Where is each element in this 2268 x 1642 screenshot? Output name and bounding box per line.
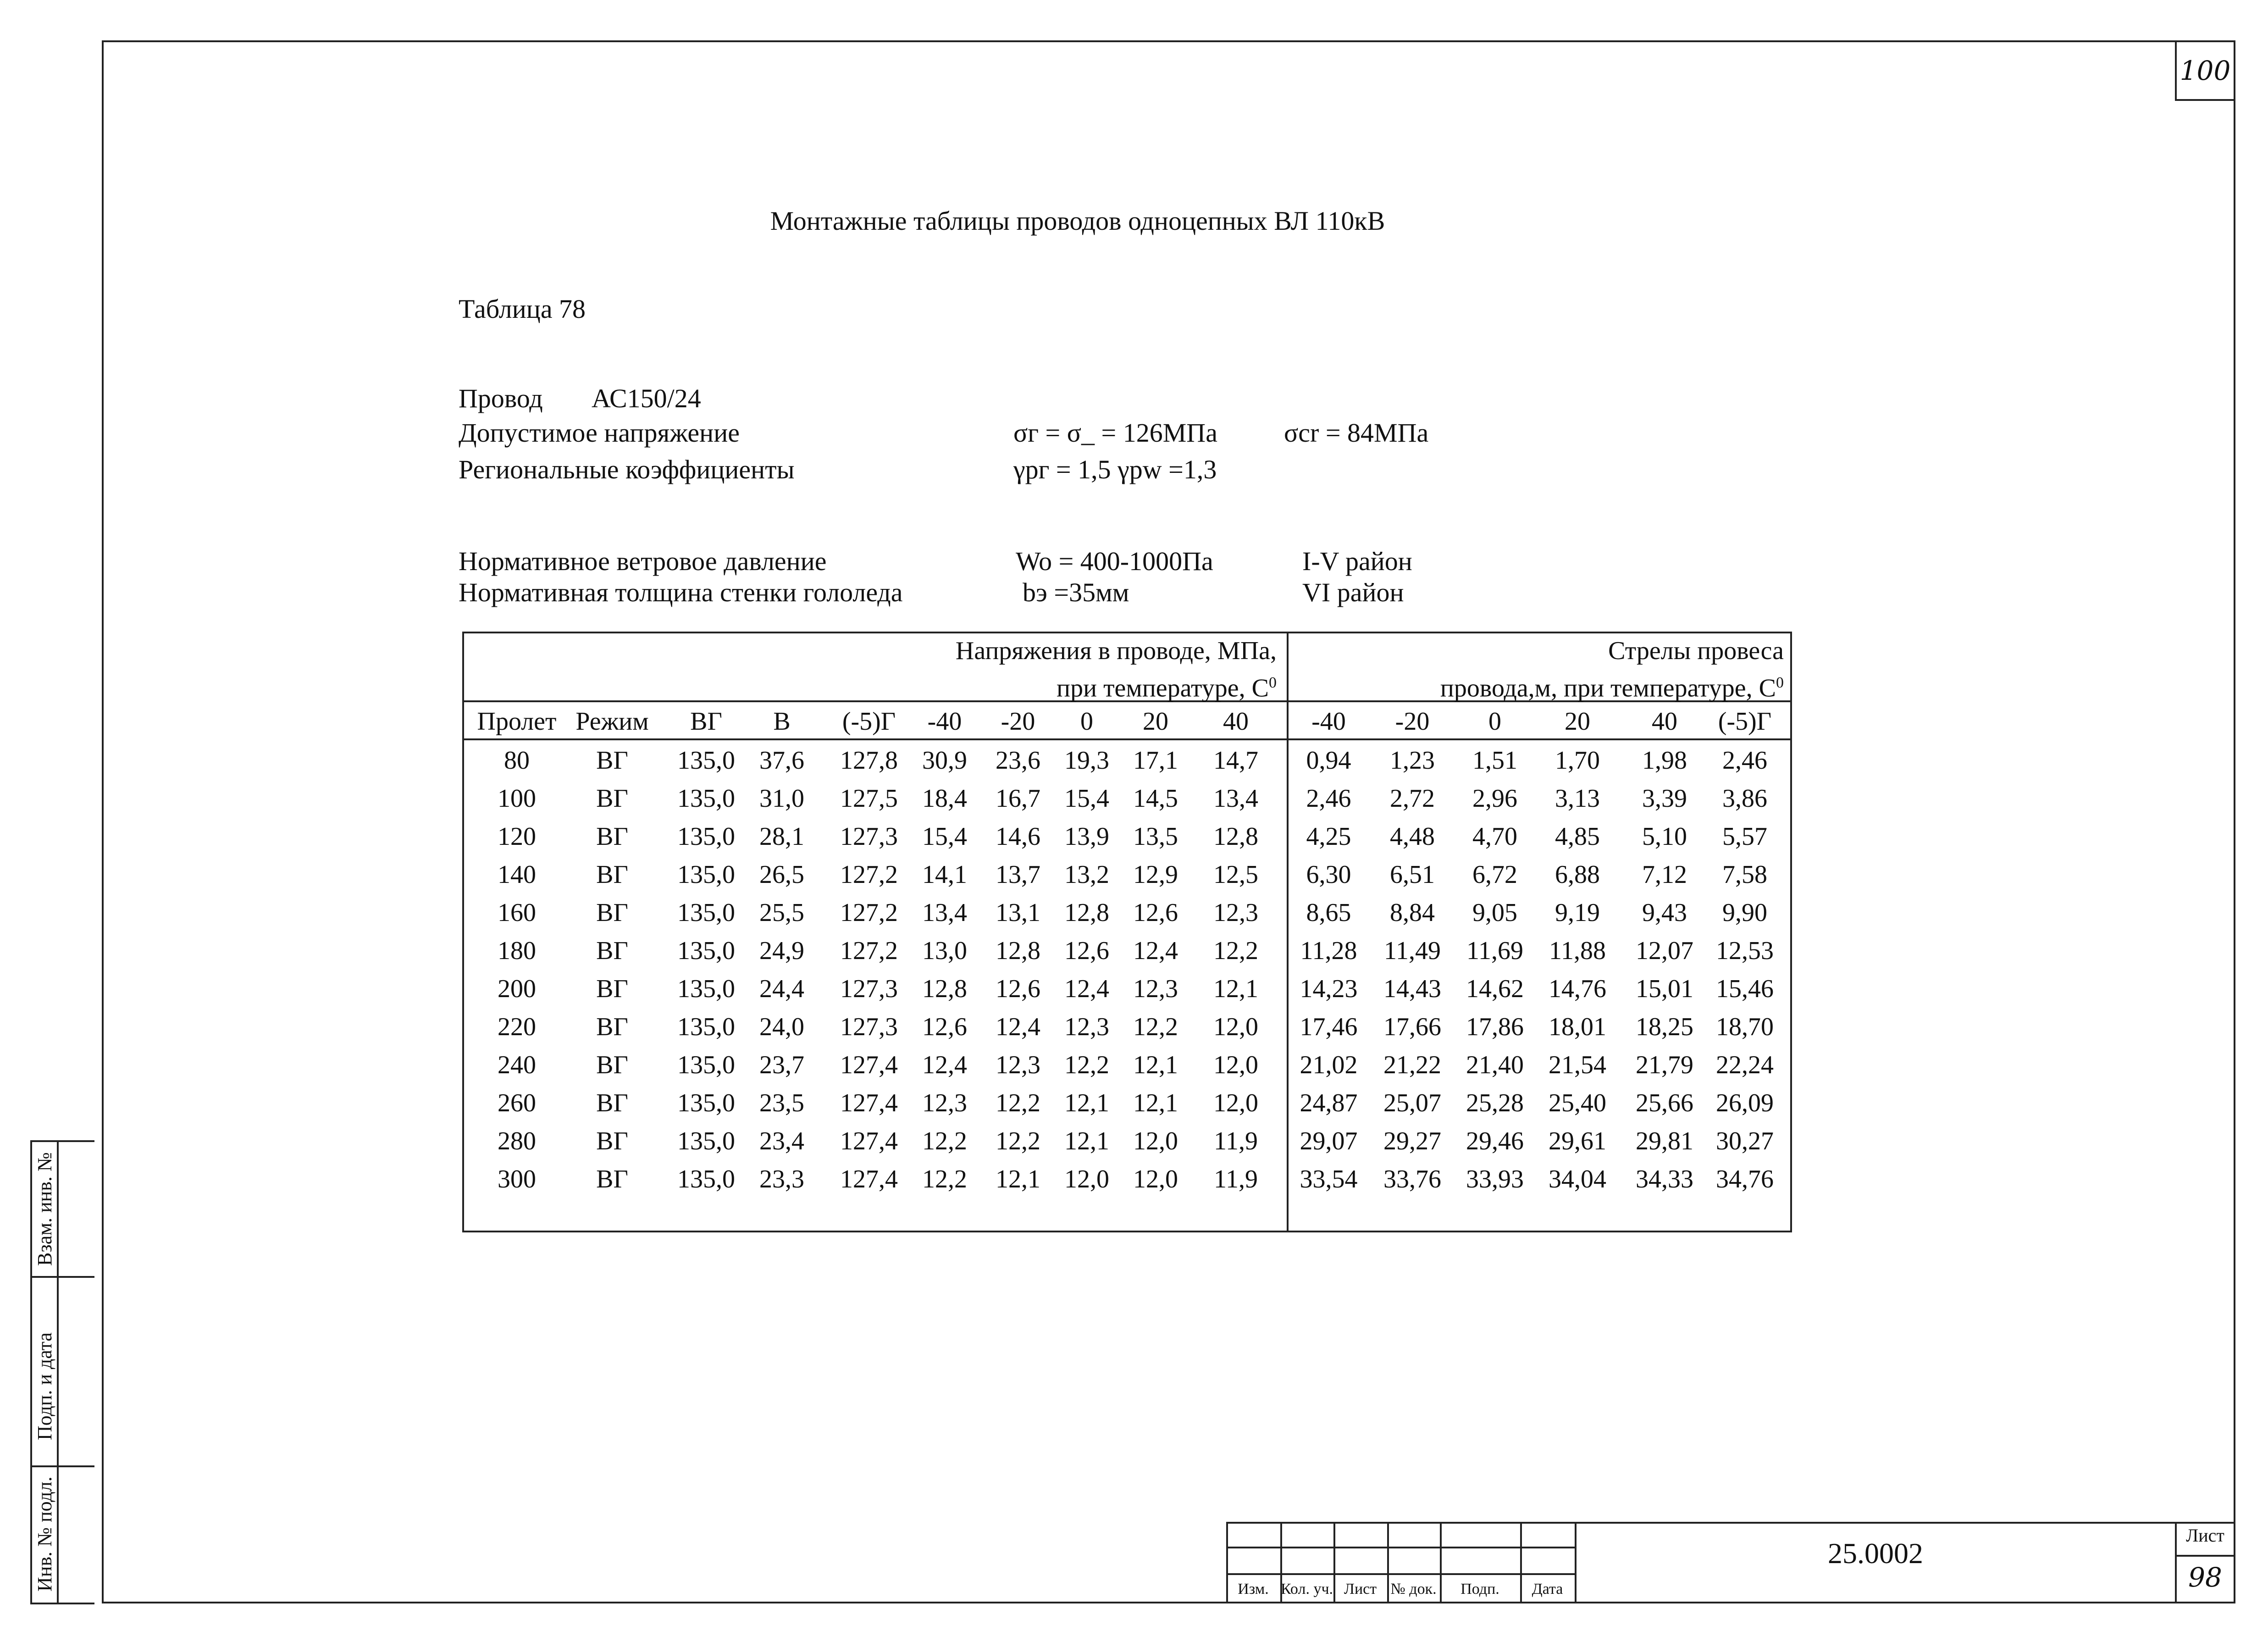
table-cell: 24,0 [759, 1013, 804, 1041]
table-cell: 29,07 [1300, 1127, 1358, 1155]
stamp-column-label: Изм. [1238, 1581, 1269, 1598]
column-header: Пролет [477, 707, 557, 736]
table-cell: 21,02 [1300, 1051, 1358, 1079]
table-cell: 9,19 [1555, 899, 1600, 927]
table-cell: 8,84 [1390, 899, 1435, 927]
table-cell: 14,1 [922, 860, 967, 889]
table-cell: 12,1 [1133, 1089, 1178, 1117]
table-cell: 127,3 [840, 975, 898, 1003]
table-cell: 14,7 [1213, 746, 1258, 775]
table-cell: 127,2 [840, 899, 898, 927]
sheet-number: 98 [2188, 1562, 2222, 1593]
stamp-line [2175, 1555, 2235, 1557]
column-header: -20 [1001, 707, 1035, 736]
regional-coeffs-label: Региональные коэффициенты [459, 455, 795, 484]
table-cell: 12,4 [922, 1051, 967, 1079]
table-cell: 12,8 [996, 937, 1040, 965]
table-cell: 33,93 [1466, 1165, 1524, 1193]
ice-thickness-value: bэ =35мм [1023, 577, 1129, 607]
table-cell: 127,4 [840, 1165, 898, 1193]
table-cell: 127,2 [840, 937, 898, 965]
table-cell: 135,0 [677, 1051, 735, 1079]
table-cell: 11,88 [1549, 937, 1606, 965]
table-cell: 34,33 [1636, 1165, 1693, 1193]
table-cell: 17,86 [1466, 1013, 1524, 1041]
table-cell: 12,2 [922, 1127, 967, 1155]
column-header: (-5)Г [1718, 707, 1772, 736]
column-header: 20 [1143, 707, 1168, 736]
table-cell: 25,66 [1636, 1089, 1693, 1117]
stamp-column-label: Подп. [1460, 1581, 1499, 1598]
table-cell: 18,70 [1716, 1013, 1774, 1041]
table-cell: 3,39 [1642, 784, 1687, 813]
table-cell: 13,4 [922, 899, 967, 927]
column-header: 40 [1223, 707, 1249, 736]
table-cell: 2,72 [1390, 784, 1435, 813]
table-cell: 127,4 [840, 1127, 898, 1155]
table-cell: 26,5 [759, 860, 804, 889]
table-cell: 2,46 [1722, 746, 1767, 775]
table-cell: 127,8 [840, 746, 898, 775]
table-cell: 200 [498, 975, 536, 1003]
table-cell: 11,28 [1300, 937, 1357, 965]
table-cell: 4,25 [1306, 822, 1351, 851]
column-header: В [773, 707, 791, 736]
table-cell: ВГ [596, 860, 628, 889]
sag-group-header [1293, 635, 1784, 705]
table-cell: ВГ [596, 784, 628, 813]
table-cell: 135,0 [677, 784, 735, 813]
table-cell: 11,9 [1214, 1127, 1258, 1155]
table-cell: 25,07 [1383, 1089, 1441, 1117]
table-cell: 3,13 [1555, 784, 1600, 813]
table-cell: 12,6 [996, 975, 1040, 1003]
table-cell: 16,7 [996, 784, 1040, 813]
wind-pressure-value: Wo = 400-1000Па [1016, 546, 1213, 576]
table-cell: 23,3 [759, 1165, 804, 1193]
table-cell: ВГ [596, 899, 628, 927]
table-cell: 17,46 [1300, 1013, 1358, 1041]
column-header: 0 [1488, 707, 1501, 736]
table-cell: 19,3 [1064, 746, 1109, 775]
table-cell: 127,3 [840, 1013, 898, 1041]
table-cell: 3,86 [1722, 784, 1767, 813]
column-header: Режим [575, 707, 649, 736]
table-cell: 13,0 [922, 937, 967, 965]
table-cell: 12,1 [1064, 1089, 1109, 1117]
table-cell: 31,0 [759, 784, 804, 813]
sag-group-header-line2: провода,м, при температуре, $С^0$ [1440, 674, 1784, 703]
stress-group-header [688, 635, 1277, 705]
column-header: 0 [1080, 707, 1093, 736]
table-cell: 13,9 [1064, 822, 1109, 851]
table-cell: 4,48 [1390, 822, 1435, 851]
table-cell: 135,0 [677, 860, 735, 889]
table-cell: 24,4 [759, 975, 804, 1003]
table-cell: 14,62 [1466, 975, 1524, 1003]
table-cell: 29,46 [1466, 1127, 1524, 1155]
table-cell: 25,40 [1549, 1089, 1606, 1117]
table-label: Таблица 78 [459, 294, 586, 324]
table-cell: 9,43 [1642, 899, 1687, 927]
table-cell: 5,57 [1722, 822, 1767, 851]
table-cell: 12,8 [1064, 899, 1109, 927]
table-cell: 135,0 [677, 822, 735, 851]
table-cell: ВГ [596, 1089, 628, 1117]
table-cell: 135,0 [677, 1013, 735, 1041]
table-cell: 12,0 [1133, 1165, 1178, 1193]
side-label-inv: Инв. № подл. [33, 1476, 56, 1592]
table-cell: 12,4 [996, 1013, 1040, 1041]
table-cell: 12,3 [996, 1051, 1040, 1079]
column-header: -40 [927, 707, 962, 736]
table-cell: 12,0 [1213, 1013, 1258, 1041]
table-cell: 135,0 [677, 899, 735, 927]
table-group-divider [1287, 632, 1289, 1232]
table-cell: 13,2 [1064, 860, 1109, 889]
table-cell: 21,40 [1466, 1051, 1524, 1079]
table-cell: 4,85 [1555, 822, 1600, 851]
table-cell: 1,23 [1390, 746, 1435, 775]
stamp-column-label: № док. [1390, 1581, 1437, 1598]
table-cell: 260 [498, 1089, 536, 1117]
column-header: ВГ [690, 707, 722, 736]
ice-thickness-label: Нормативная толщина стенки гололеда [459, 577, 903, 607]
table-cell: 12,1 [1133, 1051, 1178, 1079]
stamp-line [1226, 1573, 1575, 1575]
table-cell: ВГ [596, 746, 628, 775]
table-cell: 13,4 [1213, 784, 1258, 813]
table-cell: 22,24 [1716, 1051, 1774, 1079]
table-cell: 23,7 [759, 1051, 804, 1079]
table-cell: 12,2 [996, 1089, 1040, 1117]
table-cell: 300 [498, 1165, 536, 1193]
table-cell: 12,8 [922, 975, 967, 1003]
side-divider [30, 1465, 94, 1467]
table-cell: 25,5 [759, 899, 804, 927]
table-cell: 12,2 [1213, 937, 1258, 965]
table-cell: 33,76 [1383, 1165, 1441, 1193]
table-cell: 14,6 [996, 822, 1040, 851]
table-cell: 14,43 [1383, 975, 1441, 1003]
table-cell: 21,79 [1636, 1051, 1693, 1079]
table-cell: 11,9 [1214, 1165, 1258, 1193]
table-cell: 23,4 [759, 1127, 804, 1155]
table-cell: 135,0 [677, 1089, 735, 1117]
table-cell: 12,4 [1133, 937, 1178, 965]
table-cell: 135,0 [677, 1165, 735, 1193]
table-cell: 25,28 [1466, 1089, 1524, 1117]
table-cell: 29,61 [1549, 1127, 1606, 1155]
table-cell: 12,1 [1213, 975, 1258, 1003]
table-cell: 9,05 [1472, 899, 1517, 927]
table-cell: 12,4 [1064, 975, 1109, 1003]
column-header: -40 [1311, 707, 1346, 736]
allowed-stress-formula2: σcr = 84МПа [1284, 418, 1429, 448]
table-cell: 6,30 [1306, 860, 1351, 889]
table-cell: ВГ [596, 1127, 628, 1155]
table-cell: 12,3 [1213, 899, 1258, 927]
table-cell: ВГ [596, 1051, 628, 1079]
table-cell: 127,4 [840, 1089, 898, 1117]
table-cell: 13,1 [996, 899, 1040, 927]
table-cell: 8,65 [1306, 899, 1351, 927]
table-cell: 127,2 [840, 860, 898, 889]
table-cell: 12,5 [1213, 860, 1258, 889]
table-cell: 14,76 [1549, 975, 1606, 1003]
table-cell: 12,6 [922, 1013, 967, 1041]
table-cell: 12,8 [1213, 822, 1258, 851]
table-cell: 24,9 [759, 937, 804, 965]
table-cell: 12,0 [1213, 1089, 1258, 1117]
table-cell: 12,2 [1064, 1051, 1109, 1079]
table-cell: 9,90 [1722, 899, 1767, 927]
wind-pressure-label: Нормативное ветровое давление [459, 546, 827, 576]
handwritten-sheet-number: 100 [2175, 40, 2235, 101]
table-cell: 29,81 [1636, 1127, 1693, 1155]
table-cell: 29,27 [1383, 1127, 1441, 1155]
stress-group-header-line1: Напряжения в проводе, МПа, [955, 637, 1277, 665]
table-cell: 120 [498, 822, 536, 851]
table-cell: 24,87 [1300, 1089, 1358, 1117]
table-cell: 12,53 [1716, 937, 1774, 965]
column-header: -20 [1395, 707, 1430, 736]
table-cell: 12,6 [1133, 899, 1178, 927]
table-cell: ВГ [596, 1013, 628, 1041]
page-title: Монтажные таблицы проводов одноцепных ВЛ 110кВ [770, 206, 1385, 236]
table-cell: 15,4 [922, 822, 967, 851]
table-cell: 100 [498, 784, 536, 813]
table-cell: 6,51 [1390, 860, 1435, 889]
table-cell: 33,54 [1300, 1165, 1358, 1193]
table-cell: 5,10 [1642, 822, 1687, 851]
side-label-sign: Подп. и дата [33, 1332, 56, 1440]
table-cell: 6,88 [1555, 860, 1600, 889]
table-cell: 140 [498, 860, 536, 889]
document-number: 25.0002 [1828, 1537, 1923, 1570]
table-cell: 0,94 [1306, 746, 1351, 775]
table-cell: 23,5 [759, 1089, 804, 1117]
table-cell: 127,3 [840, 822, 898, 851]
table-cell: 135,0 [677, 1127, 735, 1155]
table-cell: 12,0 [1133, 1127, 1178, 1155]
table-cell: 15,46 [1716, 975, 1774, 1003]
wire-value: АС150/24 [592, 383, 701, 413]
regional-coeffs-formula: γpг = 1,5 γpw =1,3 [1013, 455, 1217, 484]
table-cell: 7,58 [1722, 860, 1767, 889]
stamp-line [1226, 1547, 1575, 1548]
table-cell: 160 [498, 899, 536, 927]
table-cell: 12,6 [1064, 937, 1109, 965]
table-cell: 18,01 [1549, 1013, 1606, 1041]
table-cell: 135,0 [677, 937, 735, 965]
table-cell: 13,5 [1133, 822, 1178, 851]
table-cell: 12,3 [922, 1089, 967, 1117]
wire-label: Провод [459, 383, 543, 413]
table-cell: 23,6 [996, 746, 1040, 775]
table-cell: 14,23 [1300, 975, 1358, 1003]
table-cell: 127,5 [840, 784, 898, 813]
table-cell: 34,76 [1716, 1165, 1774, 1193]
table-cell: 1,51 [1472, 746, 1517, 775]
table-cell: 15,01 [1636, 975, 1693, 1003]
table-cell: 1,98 [1642, 746, 1687, 775]
table-cell: 37,6 [759, 746, 804, 775]
table-cell: 18,4 [922, 784, 967, 813]
table-cell: 12,0 [1213, 1051, 1258, 1079]
table-cell: 280 [498, 1127, 536, 1155]
table-cell: 135,0 [677, 975, 735, 1003]
table-cell: 21,54 [1549, 1051, 1606, 1079]
table-cell: 21,22 [1383, 1051, 1441, 1079]
table-cell: ВГ [596, 975, 628, 1003]
allowed-stress-formula1: σг = σ_ = 126МПа [1013, 418, 1217, 448]
stamp-column-label: Лист [1344, 1581, 1377, 1598]
stress-group-header-line2: при температуре, $С^0$ [1057, 674, 1277, 703]
table-cell: ВГ [596, 822, 628, 851]
table-cell: 12,07 [1636, 937, 1693, 965]
table-cell: 14,5 [1133, 784, 1178, 813]
table-cell: 12,2 [996, 1127, 1040, 1155]
table-cell: 30,9 [922, 746, 967, 775]
table-cell: 1,70 [1555, 746, 1600, 775]
table-cell: 12,3 [1064, 1013, 1109, 1041]
table-cell: 127,4 [840, 1051, 898, 1079]
table-cell: 12,9 [1133, 860, 1178, 889]
allowed-stress-label: Допустимое напряжение [459, 418, 740, 448]
table-cell: ВГ [596, 1165, 628, 1193]
table-cell: 135,0 [677, 746, 735, 775]
table-cell: 80 [504, 746, 530, 775]
column-header: 40 [1652, 707, 1677, 736]
side-label-zam: Взам. инв. № [33, 1152, 56, 1266]
table-cell: 7,12 [1642, 860, 1687, 889]
table-cell: 18,25 [1636, 1013, 1693, 1041]
side-vertical-divider [57, 1140, 59, 1604]
table-cell: 12,1 [996, 1165, 1040, 1193]
table-cell: 220 [498, 1013, 536, 1041]
table-cell: 180 [498, 937, 536, 965]
table-cell: 12,3 [1133, 975, 1178, 1003]
table-cell: 28,1 [759, 822, 804, 851]
table-cell: 11,49 [1384, 937, 1441, 965]
wind-pressure-district: I-V район [1302, 546, 1412, 576]
table-cell: 26,09 [1716, 1089, 1774, 1117]
sag-group-header-line1: Стрелы провеса [1608, 637, 1784, 665]
table-cell: ВГ [596, 937, 628, 965]
stamp-column-label: Кол. уч. [1280, 1581, 1333, 1598]
column-header: (-5)Г [842, 707, 896, 736]
table-cell: 2,46 [1306, 784, 1351, 813]
stamp-column-label: Дата [1532, 1581, 1563, 1598]
table-cell: 240 [498, 1051, 536, 1079]
table-cell: 34,04 [1549, 1165, 1606, 1193]
sheet-label: Лист [2186, 1525, 2224, 1546]
table-cell: 4,70 [1472, 822, 1517, 851]
table-cell: 17,66 [1383, 1013, 1441, 1041]
table-cell: 30,27 [1716, 1127, 1774, 1155]
ice-thickness-district: VI район [1302, 577, 1404, 607]
table-cell: 17,1 [1133, 746, 1178, 775]
table-cell: 15,4 [1064, 784, 1109, 813]
table-cell: 12,2 [1133, 1013, 1178, 1041]
table-cell: 12,1 [1064, 1127, 1109, 1155]
side-divider [30, 1276, 94, 1278]
table-cell: 11,69 [1466, 937, 1523, 965]
table-cell: 13,7 [996, 860, 1040, 889]
table-cell: 12,2 [922, 1165, 967, 1193]
column-header: 20 [1565, 707, 1590, 736]
table-cell: 6,72 [1472, 860, 1517, 889]
stamp-divider [1575, 1522, 1577, 1603]
table-cell: 12,0 [1064, 1165, 1109, 1193]
table-cell: 2,96 [1472, 784, 1517, 813]
